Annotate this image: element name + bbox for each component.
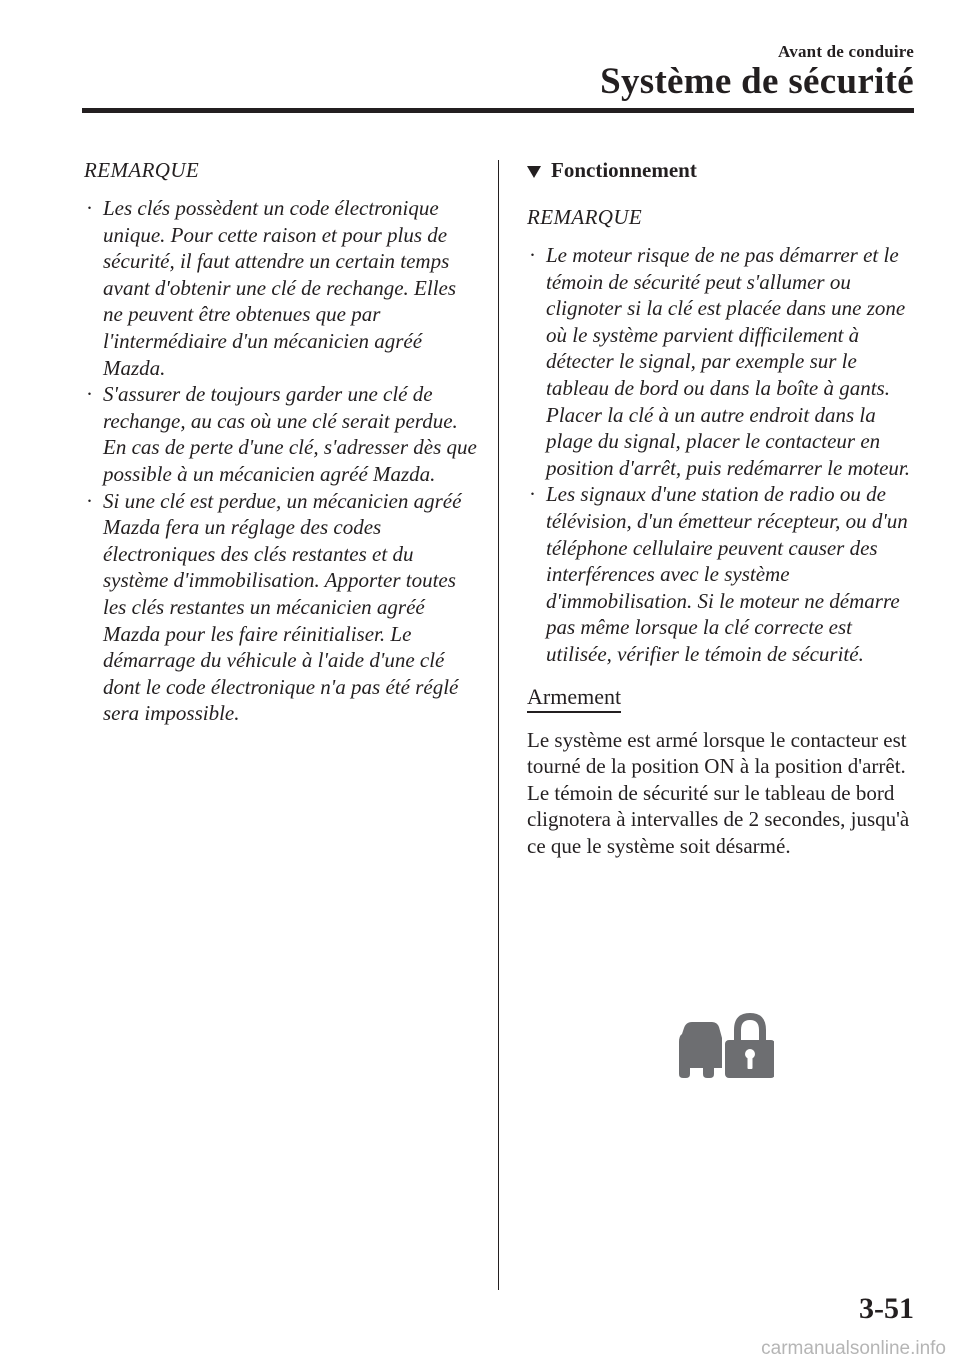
note-bullet-list [527,242,917,668]
column-divider [498,160,499,1290]
note-bullet: · Les clés possèdent un code électronique unique. Pour cette raison et pour plus de sécurité, il faut attendre un certain temps avant d'obtenir une clé de rechange. Elles ne peuvent être obtenues que par l'intermédiaire d'un mécanicien agréé Mazda. [86,196,457,380]
note-bullet-text: S'assurer de toujours garder une clé de rechange, au cas où une clé serait perdue. En cas de perte d'une clé, s'adresser dès que possible à un mécanicien agréé Mazda. [103,382,477,486]
left-column [84,158,479,727]
header-section-label: Avant de conduire [778,42,914,61]
subheading-armement: Armement [527,684,621,713]
note-bullet-text: Si une clé est perdue, un mécanicien agréé Mazda fera un réglage des codes électroniques des clés restantes et du système d'immobilisation. Apporter toutes les clés restantes un mécanicien agréé Mazda pour les faire réinitialiser. Le démarrage du véhicule à l'aide d'une clé dont le code électronique n'a pas été réglé sera impossible. [103,488,462,726]
triangle-down-icon [527,166,541,178]
section-heading [527,158,917,183]
note-bullet-text: Le moteur risque de ne pas démarrer et le témoin de sécurité peut s'allumer ou clignoter si la clé est placée dans une zone où le système parvient difficilement à détecter le signal, par exemple sur le tableau de bord ou dans la boîte à gants. Placer la clé à un autre endroit dans la plage du signal, placer le contacteur en position d'arrêt, puis redémarrer le moteur. [546,243,911,480]
note-bullet: · Le moteur risque de ne pas démarrer et le témoin de sécurité peut s'allumer ou clignoter si la clé est placée dans une zone où le système parvient difficilement à détecter le signal, par exemple sur le tableau de bord ou dans la boîte à gants. Placer la clé à un autre endroit dans la plage du signal, placer le contacteur en position d'arrêt, puis redémarrer le moteur. [529,243,911,480]
right-column [527,158,917,859]
watermark: carmanualsonline.info [761,1338,946,1359]
page-number: 3-51 [859,1292,914,1325]
paragraph: Le système est armé lorsque le contacteur est tourné de la position ON à la position d'arrêt. [527,727,907,779]
note-bullet: · Les signaux d'une station de radio ou de télévision, d'un émetteur récepteur, ou d'un téléphone cellulaire peuvent causer des interférences avec le système d'immobilisation. Si le moteur ne démarre pas même lorsque la clé correcte est utilisée, vérifier le témoin de sécurité. [529,482,908,666]
note-label: REMARQUE [84,158,200,182]
note-bullet-text: Les clés possèdent un code électronique unique. Pour cette raison et pour plus de sécurité, il faut attendre un certain temps avant d'obtenir une clé de rechange. Elles ne peuvent être obtenues que par l'intermédiaire d'un mécanicien agréé Mazda. [103,196,457,380]
note-bullet-list [84,195,479,727]
page-title: Système de sécurité [600,61,914,102]
note-bullet-text: Les signaux d'une station de radio ou de télévision, d'un émetteur récepteur, ou d'un téléphone cellulaire peuvent causer des interférences avec le système d'immobilisation. Si le moteur ne démarre pas même lorsque la clé correcte est utilisée, vérifier le témoin de sécurité. [546,482,908,666]
paragraph: Le témoin de sécurité sur le tableau de bord clignotera à intervalles de 2 secondes, jusqu'à ce que le système soit désarmé. [527,780,910,858]
note-bullet: · S'assurer de toujours garder une clé de rechange, au cas où une clé serait perdue. En cas de perte d'une clé, s'adresser dès que possible à un mécanicien agréé Mazda. [86,382,477,486]
note-label: REMARQUE [527,205,643,229]
security-indicator-icon [670,1008,774,1085]
header-rule [82,108,914,113]
note-bullet: · Si une clé est perdue, un mécanicien agréé Mazda fera un réglage des codes électroniques des clés restantes et du système d'immobilisation. Apporter toutes les clés restantes un mécanicien agréé Mazda pour les faire réinitialiser. Le démarrage du véhicule à l'aide d'une clé dont le code électronique n'a pas été réglé sera impossible. [86,488,462,726]
section-heading-text: Fonctionnement [551,158,697,182]
